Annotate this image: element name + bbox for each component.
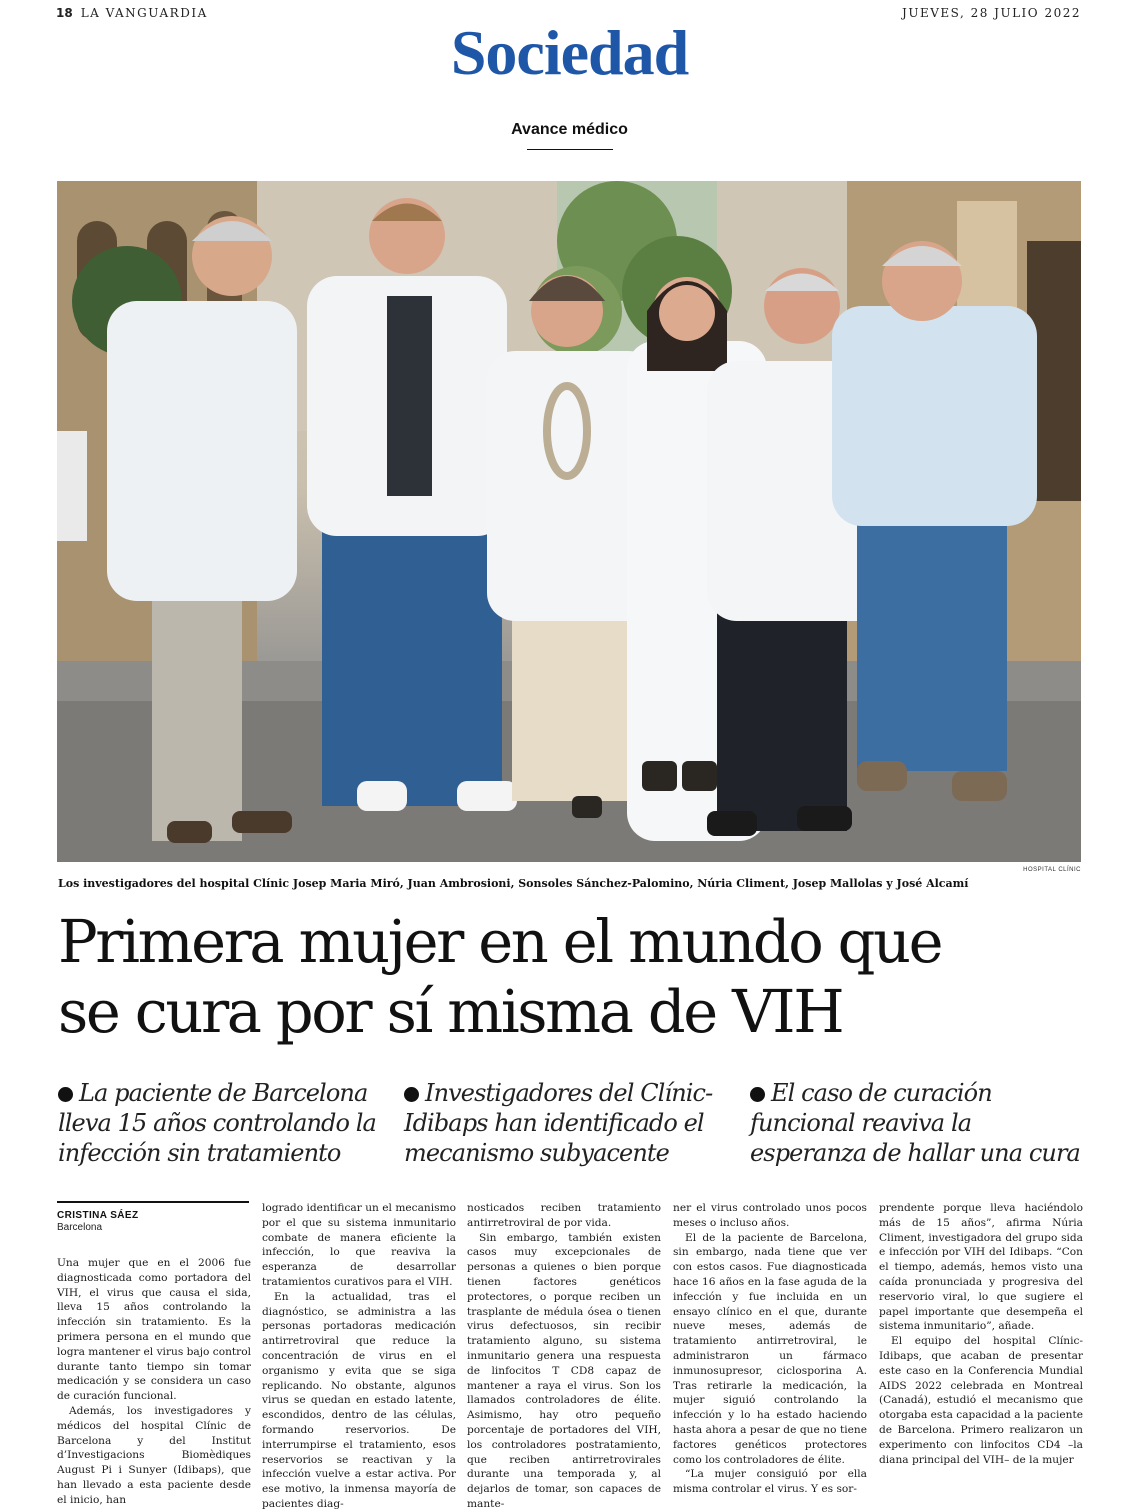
bullet-dot (750, 1087, 765, 1102)
paragraph: prendente porque lleva haciéndolo más de 15 años”, afirma Núria Climent, investigadora del grupo sida e infección por VIH del Idibaps. “Con el tiempo, además, hemos visto una caída pronunciada y progresiva del reservorio viral, lo que sugiere el papel importante que desempeña el sistema inmunitario”, añade. (879, 1202, 1083, 1333)
byline-author: CRISTINA SÁEZ (57, 1210, 139, 1221)
person-6 (832, 241, 1037, 801)
paragraph: El de la paciente de Barcelona, sin embargo, nada tiene que ver con estos casos. Fue diagnosticada hace 16 años en la fase aguda de la infección y fue incluida en un ensayo clínico en el que, durante nueve meses, además de tratamiento antirretroviral, le administraron un fármaco inmunosupresor, ciclosporina A. Tras retirarle la medicación, la mujer siguió controlando la infección y lo ha estado haciendo hasta ahora a pesar de que no tiene factores genéticos protectores como los controladores de élite. (673, 1231, 867, 1466)
deck-2-text: Investigadores del Clínic-Idibaps han identificado el mecanismo subyacente (404, 1079, 713, 1167)
paragraph: En la actualidad, tras el diagnóstico, se administra a las personas portadoras medicación antirretroviral que reduce la concentración de virus en el organismo y evita que se siga replicando. No obstante, algunos virus se quedan en estado latente, escondidos, dentro de las células, formando reservorios. De interrumpirse el tratamiento, esos reservorios se reactivan y la infección vuelve a estar activa. Por ese motivo, la inmensa mayoría de pacientes diag- (262, 1290, 456, 1510)
paragraph: logrado identificar un el mecanismo por el que su sistema inmunitario combate de manera eficiente la infección, lo que reaviva la esperanza de desarrollar tratamientos curativos para el VIH. (262, 1202, 456, 1288)
byline-city: Barcelona (57, 1222, 103, 1233)
bullet-dot (58, 1087, 73, 1102)
headline-line-1: Primera mujer en el mundo que (58, 907, 942, 976)
kicker-divider (527, 149, 613, 150)
deck-3 (750, 1078, 1090, 1168)
group-photo-illustration (57, 181, 1081, 862)
person-2 (307, 198, 517, 811)
article-photo (57, 181, 1081, 862)
photo-credit: HOSPITAL CLÍNIC (1023, 867, 1081, 873)
body-column-3 (467, 1201, 661, 1510)
issue-date: JUEVES, 28 JULIO 2022 (902, 6, 1081, 20)
bullet-dot (404, 1087, 419, 1102)
byline-rule (57, 1201, 249, 1203)
paragraph: ner el virus controlado unos pocos meses o incluso años. (673, 1202, 867, 1229)
body-column-2 (262, 1201, 456, 1510)
article-kicker: Avance médico (511, 121, 628, 138)
page-number: 18 (56, 6, 73, 20)
deck-1 (58, 1078, 378, 1168)
paragraph: Una mujer que en el 2006 fue diagnosticada como portadora del VIH, el virus que causa el sida, lleva 15 años controlando la infección sin tratamiento. Es la primera persona en el mundo que logra mantener el virus bajo control durante tanto tiempo sin tomar medicación y se considera un caso de curación funcional. (57, 1257, 251, 1403)
deck-2 (404, 1078, 724, 1168)
paragraph: Sin embargo, también existen casos muy excepcionales de personas a quienes o bien porque tienen factores genéticos protectores, o porque reciben un trasplante de médula ósea o tienen virus defectuosos, sin recibir tratamiento alguno, su sistema inmunitario genera una respuesta de linfocitos T CD8 capaz de mantener a raya el virus. Son los llamados controladores de élite. Asimismo, hay otro pequeño porcentaje de portadores del VIH, los controladores postratamiento, que reciben antirretrovirales durante una temporada y, al dejarlos de tomar, son capaces de mante- (467, 1231, 661, 1510)
body-column-5 (879, 1201, 1083, 1501)
body-column-4 (673, 1201, 867, 1501)
photo-caption: Los investigadores del hospital Clínic Josep Maria Miró, Juan Ambrosioni, Sonsoles Sánchez-Palomino, Núria Climent, Josep Mallolas y José Alcamí (58, 877, 969, 890)
newspaper-name: LA VANGUARDIA (80, 6, 208, 20)
headline (58, 907, 1088, 1047)
deck-3-text: El caso de curación funcional reaviva la esperanza de hallar una cura (750, 1079, 1080, 1167)
paragraph: El equipo del hospital Clínic-Idibaps, que acaban de presentar este caso en la Conferencia Mundial AIDS 2022 celebrada en Montreal (Canadá), estudió el mecanismo que otorgaba esta capacidad a la paciente de Barcelona. Primero realizaron un experimento con linfocitos CD4 –la diana principal del VIH– de la mujer (879, 1335, 1083, 1466)
headline-line-2: se cura por sí misma de VIH (58, 977, 843, 1046)
paragraph: nosticados reciben tratamiento antirretroviral de por vida. (467, 1202, 661, 1229)
section-title: Sociedad (450, 17, 689, 88)
deck-1-text: La paciente de Barcelona lleva 15 años controlando la infección sin tratamiento (58, 1079, 376, 1167)
paragraph: “La mujer consiguió por ella misma controlar el virus. Y es sor- (673, 1468, 867, 1496)
paragraph: Además, los investigadores y médicos del hospital Clínic de Barcelona y del Institut d’Investigacions Biomèdiques August Pi i Sunyer (Idibaps), que han llevado a esta paciente desde el inicio, han (57, 1404, 251, 1506)
body-column-1 (57, 1256, 251, 1506)
